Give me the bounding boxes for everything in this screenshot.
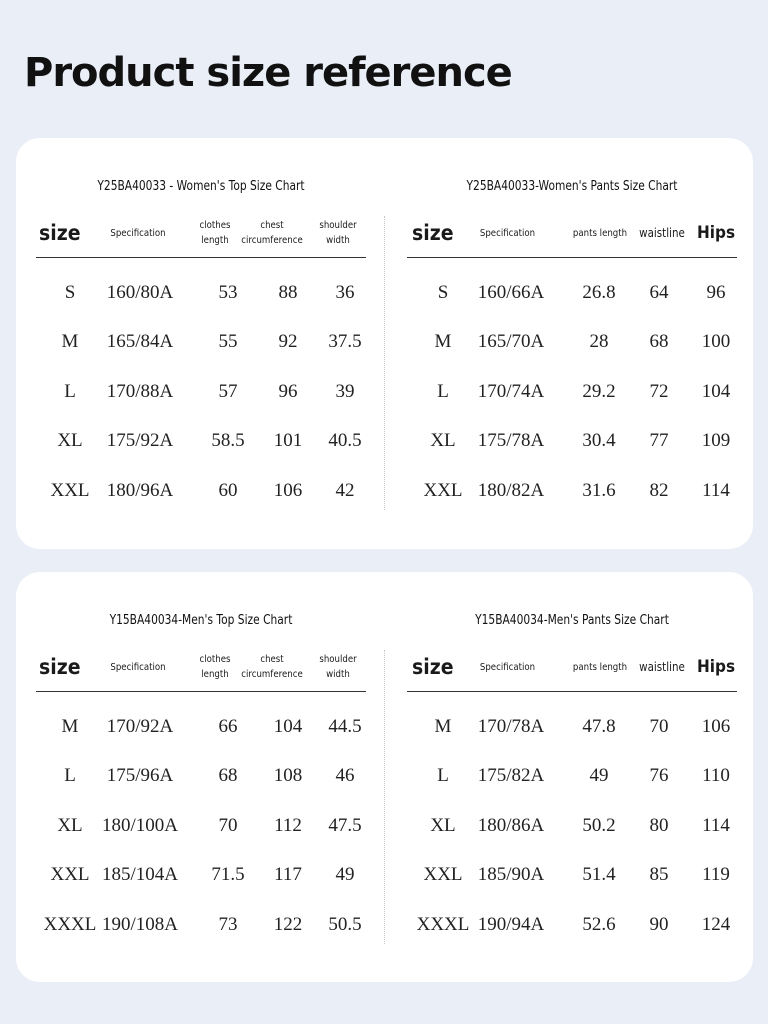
table-cell: M [434,331,452,352]
header-size: size [412,220,454,245]
table-cell: 180/86A [477,815,545,836]
table-header [36,644,366,690]
table-cell: 112 [274,815,302,836]
header-rule [36,257,366,258]
table-cell: 60 [218,480,238,501]
table-cell: 70 [649,716,669,737]
table-cell: 31.6 [582,480,616,501]
column-divider [384,650,385,944]
table-cell: 114 [702,480,730,501]
table-row [36,377,366,407]
table-cell: 175/96A [106,765,174,786]
table-cell: L [64,381,76,402]
table-cell: 80 [649,815,669,836]
table-row [36,426,366,456]
table-cell: 26.8 [582,282,616,303]
table-cell: 58.5 [211,430,245,451]
table-cell: 82 [649,480,669,501]
table-cell: 106 [701,716,731,737]
table-cell: 175/78A [477,430,545,451]
header-col5: Hips [696,656,736,677]
header-col4: chest circumference [241,654,303,680]
table-row [36,761,366,791]
table-row [407,761,737,791]
table-cell: 73 [218,914,238,935]
header-col4: waistline [639,659,685,674]
table-cell: XXL [50,480,90,501]
table-cell: 51.4 [582,864,616,885]
header-col4: waistline [639,225,685,240]
table-header [36,210,366,256]
header-rule [407,257,737,258]
table-cell: XXXL [43,914,97,935]
table-row [407,377,737,407]
table-cell: 72 [649,381,669,402]
chart-title: Y25BA40033 - Women's Top Size Chart [97,179,305,194]
header-col4: chest circumference [241,220,303,246]
women-size-card [16,138,753,549]
page-title: Product size reference [24,50,512,96]
table-cell: L [64,765,76,786]
table-cell: 92 [278,331,298,352]
table-cell: 104 [273,716,303,737]
header-size: size [39,654,81,679]
table-cell: XXL [423,480,463,501]
table-cell: L [437,765,449,786]
chart-title: Y25BA40033-Women's Pants Size Chart [466,179,678,194]
table-row [407,327,737,357]
table-cell: 185/90A [477,864,545,885]
table-cell: 165/84A [106,331,174,352]
header-col5: shoulder width [319,220,357,246]
table-cell: 160/80A [106,282,174,303]
header-size: size [39,220,81,245]
men-size-card [16,572,753,982]
table-row [407,712,737,742]
table-row [36,910,366,940]
table-cell: 180/100A [102,815,178,836]
table-row [36,476,366,506]
table-cell: XXL [50,864,90,885]
table-cell: 180/82A [477,480,545,501]
table-cell: 124 [701,914,731,935]
table-cell: 40.5 [328,430,362,451]
table-cell: 53 [218,282,238,303]
table-cell: 170/78A [477,716,545,737]
header-specification: Specification [479,661,536,673]
table-cell: 46 [335,765,355,786]
table-cell: XL [57,815,83,836]
men-top-size-chart [36,572,366,982]
table-cell: XXL [423,864,463,885]
table-cell: 77 [649,430,669,451]
table-cell: 110 [702,765,730,786]
table-cell: 175/82A [477,765,545,786]
table-cell: 50.5 [328,914,362,935]
table-cell: 66 [218,716,238,737]
table-cell: 190/94A [477,914,545,935]
header-col3: clothes length [199,654,231,680]
table-cell: 101 [273,430,303,451]
table-row [36,327,366,357]
table-cell: 106 [273,480,303,501]
table-cell: 44.5 [328,716,362,737]
women-top-size-chart [36,138,366,549]
header-col5: Hips [696,222,736,243]
header-size: size [412,654,454,679]
header-col3: pants length [572,661,628,673]
header-specification: Specification [479,227,536,239]
table-cell: 100 [701,331,731,352]
table-cell: 190/108A [102,914,178,935]
table-cell: 71.5 [211,864,245,885]
header-rule [36,691,366,692]
table-row [36,811,366,841]
table-cell: 185/104A [102,864,178,885]
table-row [36,860,366,890]
table-cell: 160/66A [477,282,545,303]
header-col3: pants length [572,227,628,239]
table-row [407,910,737,940]
table-cell: 49 [589,765,609,786]
table-cell: 57 [218,381,238,402]
header-col3: clothes length [199,220,231,246]
table-row [407,278,737,308]
table-row [407,860,737,890]
table-cell: 96 [706,282,726,303]
table-cell: 165/70A [477,331,545,352]
table-cell: 122 [273,914,303,935]
table-cell: 55 [218,331,238,352]
table-cell: 30.4 [582,430,616,451]
table-cell: 64 [649,282,669,303]
table-cell: 76 [649,765,669,786]
header-rule [407,691,737,692]
table-cell: 175/92A [106,430,174,451]
table-cell: 52.6 [582,914,616,935]
table-row [407,476,737,506]
table-cell: XL [430,815,456,836]
table-cell: 49 [335,864,355,885]
table-cell: M [61,331,79,352]
table-cell: 29.2 [582,381,616,402]
table-cell: 47.8 [582,716,616,737]
table-cell: 96 [278,381,298,402]
women-pants-size-chart [407,138,737,549]
table-row [407,811,737,841]
table-row [36,278,366,308]
column-divider [384,216,385,510]
table-cell: 88 [278,282,298,303]
table-cell: 117 [274,864,302,885]
table-cell: 170/88A [106,381,174,402]
table-header [407,210,737,256]
table-cell: 119 [702,864,730,885]
table-cell: XL [57,430,83,451]
header-specification: Specification [110,661,166,673]
table-cell: L [437,381,449,402]
table-cell: M [61,716,79,737]
table-cell: 90 [649,914,669,935]
table-cell: 68 [218,765,238,786]
table-cell: 68 [649,331,669,352]
table-cell: 85 [649,864,669,885]
table-row [407,426,737,456]
table-cell: 37.5 [328,331,362,352]
table-cell: 104 [701,381,731,402]
table-cell: 28 [589,331,609,352]
table-cell: 70 [218,815,238,836]
table-cell: 42 [335,480,355,501]
table-cell: 39 [335,381,355,402]
table-cell: 36 [335,282,355,303]
table-cell: 109 [701,430,731,451]
table-cell: 170/74A [477,381,545,402]
table-cell: 108 [273,765,303,786]
header-col5: shoulder width [319,654,357,680]
table-cell: 47.5 [328,815,362,836]
table-cell: XXXL [416,914,470,935]
chart-title: Y15BA40034-Men's Pants Size Chart [475,613,669,628]
chart-title: Y15BA40034-Men's Top Size Chart [109,613,293,628]
table-cell: 180/96A [106,480,174,501]
table-cell: M [434,716,452,737]
table-cell: 50.2 [582,815,616,836]
men-pants-size-chart [407,572,737,982]
table-header [407,644,737,690]
header-specification: Specification [110,227,166,239]
table-cell: 170/92A [106,716,174,737]
table-cell: S [64,282,76,303]
table-cell: 114 [702,815,730,836]
table-cell: XL [430,430,456,451]
table-row [36,712,366,742]
table-cell: S [437,282,449,303]
